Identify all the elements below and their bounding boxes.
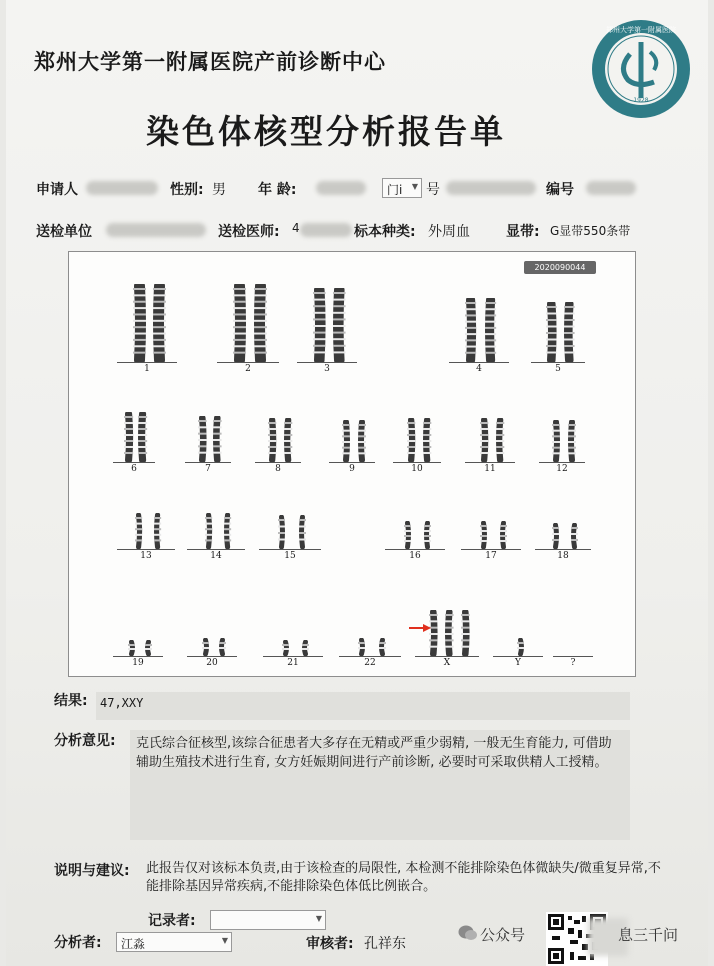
chromosome-pair-1 <box>117 284 177 376</box>
chromosome-5-2 <box>563 302 576 362</box>
chromosome-number-label: Y <box>515 658 521 668</box>
result-label: 结果: <box>54 693 88 709</box>
chromosome-baseline <box>393 462 441 463</box>
chromosome-17-2 <box>499 521 508 549</box>
reviewer-value: 孔祥东 <box>364 936 406 952</box>
chromosome-baseline <box>117 362 177 363</box>
chromosome-pair-2 <box>217 284 279 376</box>
chromosome-baseline <box>117 549 175 550</box>
chromosome-y-1 <box>516 638 525 656</box>
chromosome-pair-21 <box>263 640 323 670</box>
chromosome-16-2 <box>423 521 432 549</box>
chevron-down-icon: ▼ <box>315 914 322 923</box>
report-title: 染色体核型分析报告单 <box>146 112 506 151</box>
specimen-label: 标本种类: <box>354 224 416 240</box>
chromosome-8-2 <box>283 418 293 462</box>
chromosome-number-label: 17 <box>485 551 497 561</box>
chromosome-number-label: 1 <box>144 364 150 374</box>
chromosome-14-1 <box>204 513 213 549</box>
result-value: 47,XXY <box>100 696 144 710</box>
clinic-select-value: 门i <box>387 183 403 197</box>
specimen-value: 外周血 <box>428 224 470 240</box>
opinion-text: 克氏综合征核型,该综合征患者大多存在无精或严重少弱精, 一般无生育能力, 可借助辅助生殖技术进行生育, 女方妊娠期间进行产前诊断, 必要时可采取供精人工授精。 <box>136 736 612 770</box>
chromosome-number-label: 14 <box>210 551 222 561</box>
notes-label: 说明与建议: <box>54 863 130 879</box>
chromosome-pair-8 <box>255 418 301 476</box>
chromosome-3-2 <box>332 288 347 362</box>
number-redacted <box>446 181 536 195</box>
chromosome-22-2 <box>378 638 387 656</box>
chromosome-number-label: 7 <box>205 464 211 474</box>
chromosome-11-1 <box>479 418 489 462</box>
chromosome-baseline <box>415 656 479 657</box>
chromosome-2-1 <box>232 284 247 362</box>
chromosome-12-1 <box>551 420 561 462</box>
chromosome-number-label: 19 <box>132 658 144 668</box>
chromosome-baseline <box>531 362 585 363</box>
chromosome-number-label: 15 <box>284 551 296 561</box>
chromosome-baseline <box>385 549 445 550</box>
chromosome-baseline <box>187 656 237 657</box>
chromosome-number-label: 18 <box>557 551 569 561</box>
chromosome-baseline <box>465 462 515 463</box>
chromosome-pair-14 <box>187 513 245 563</box>
result-field <box>96 692 630 720</box>
chromosome-baseline <box>461 549 521 550</box>
karyogram-panel <box>68 251 636 677</box>
chromosome-number-label: 5 <box>555 364 561 374</box>
notes-text: 此报告仅对该标本负责,由于该检查的局限性, 本检测不能排除染色体微缺失/微重复异常,不能排除基因异常疾病,不能排除染色体低比例嵌合。 <box>146 861 661 894</box>
chromosome-pair-22 <box>339 638 401 670</box>
chromosome-3-1 <box>312 288 327 362</box>
unit-label: 送检单位 <box>36 224 92 240</box>
applicant-redacted <box>86 181 158 195</box>
chevron-down-icon: ▼ <box>221 936 228 945</box>
chromosome-pair-6 <box>113 412 155 476</box>
sample-id-badge: 2020090044 <box>524 261 596 274</box>
chromosome-12-2 <box>567 420 577 462</box>
analyst-value: 江淼 <box>121 937 146 951</box>
chromosome-number-label: 12 <box>556 464 568 474</box>
chromosome-13-2 <box>153 513 162 549</box>
doctor-label: 送检医师: <box>218 224 280 240</box>
chevron-down-icon: ▼ <box>411 182 418 191</box>
chromosome-baseline <box>339 656 401 657</box>
chromosome-number-label: X <box>443 658 451 668</box>
chromosome-19-2 <box>144 640 153 656</box>
chromosome-pair-x <box>415 610 479 670</box>
sex-label: 性别: <box>170 182 204 198</box>
chromosome-number-label: 6 <box>131 464 137 474</box>
report-paper <box>6 0 708 966</box>
chromosome-number-label: ? <box>570 658 576 668</box>
recorder-select[interactable] <box>210 910 326 930</box>
chromosome-baseline <box>329 462 375 463</box>
analyst-select[interactable] <box>116 932 232 952</box>
chromosome-10-1 <box>406 418 416 462</box>
chromosome-number-label: 16 <box>409 551 421 561</box>
chromosome-16-1 <box>403 521 412 549</box>
chromosome-11-2 <box>495 418 505 462</box>
chromosome-6-2 <box>137 412 148 462</box>
chromosome-13-1 <box>134 513 143 549</box>
svg-text:郑州大学第一附属医院: 郑州大学第一附属医院 <box>606 26 676 34</box>
chromosome-1-2 <box>152 284 167 362</box>
chromosome-pair-5 <box>531 302 585 376</box>
chromosome-baseline <box>553 656 593 657</box>
chromosome-18-2 <box>570 523 579 549</box>
serial-redacted <box>586 181 636 195</box>
chromosome-20-1 <box>201 638 210 656</box>
clinic-select[interactable] <box>382 178 422 198</box>
watermark-tail: 息三千问 <box>618 926 679 944</box>
unit-redacted <box>106 223 206 237</box>
chromosome-19-1 <box>127 640 136 656</box>
age-redacted <box>316 181 366 195</box>
chromosome-2-2 <box>253 284 268 362</box>
doctor-redacted <box>300 223 352 237</box>
age-label: 年 龄: <box>258 182 297 198</box>
doctor-prefix: 4 <box>292 221 300 235</box>
chromosome-baseline <box>217 362 279 363</box>
chromosome-x-1 <box>428 610 439 656</box>
arrow-icon <box>409 623 431 633</box>
chromosome-pair-4 <box>449 298 509 376</box>
chromosome-baseline <box>187 549 245 550</box>
chromosome-baseline <box>113 656 163 657</box>
chromosome-baseline <box>449 362 509 363</box>
chromosome-baseline <box>539 462 585 463</box>
chromosome-number-label: 10 <box>411 464 423 474</box>
chromosome-pair-20 <box>187 638 237 670</box>
chromosome-22-1 <box>357 638 366 656</box>
chromosome-7-1 <box>197 416 208 462</box>
chromosome-pair-16 <box>385 521 445 563</box>
serial-label: 编号 <box>546 182 574 198</box>
chromosome-baseline <box>263 656 323 657</box>
chromosome-baseline <box>255 462 301 463</box>
chromosome-pair-unknown <box>553 656 593 670</box>
chromosome-17-1 <box>479 521 488 549</box>
chromosome-baseline <box>297 362 357 363</box>
chromosome-baseline <box>535 549 591 550</box>
chromosome-18-1 <box>551 523 560 549</box>
opinion-field <box>130 730 630 840</box>
chromosome-21-1 <box>281 640 290 656</box>
chromosome-number-label: 2 <box>245 364 251 374</box>
chromosome-number-label: 4 <box>476 364 482 374</box>
chromosome-pair-18 <box>535 523 591 563</box>
chromosome-15-1 <box>277 515 286 549</box>
chromosome-number-label: 22 <box>364 658 376 668</box>
chromosome-number-label: 3 <box>324 364 330 374</box>
number-label: 号 <box>426 182 440 198</box>
chromosome-5-1 <box>545 302 558 362</box>
reviewer-label: 审核者: <box>306 936 354 952</box>
chromosome-pair-15 <box>259 515 321 563</box>
chromosome-8-1 <box>267 418 277 462</box>
applicant-label: 申请人 <box>36 182 78 198</box>
chromosome-pair-y <box>493 638 543 670</box>
chromosome-pair-7 <box>185 416 231 476</box>
chromosome-pair-11 <box>465 418 515 476</box>
chromosome-pair-13 <box>117 513 175 563</box>
chromosome-baseline <box>113 462 155 463</box>
chromosome-4-1 <box>464 298 477 362</box>
sex-value: 男 <box>212 182 226 198</box>
chromosome-pair-12 <box>539 420 585 476</box>
chromosome-baseline <box>493 656 543 657</box>
chromosome-baseline <box>185 462 231 463</box>
chromosome-21-2 <box>301 640 310 656</box>
chromosome-4-2 <box>484 298 497 362</box>
hospital-name: 郑州大学第一附属医院产前诊断中心 <box>34 49 386 74</box>
banding-label: 显带: <box>506 224 540 240</box>
opinion-label: 分析意见: <box>54 733 116 749</box>
chromosome-number-label: 8 <box>275 464 281 474</box>
chromosome-pair-19 <box>113 640 163 670</box>
svg-text:1928: 1928 <box>633 97 649 104</box>
chromosome-9-2 <box>357 420 367 462</box>
chromosome-pair-10 <box>393 418 441 476</box>
chromosome-number-label: 20 <box>206 658 218 668</box>
chromosome-15-2 <box>298 515 307 549</box>
chromosome-x-3 <box>460 610 471 656</box>
chromosome-6-1 <box>123 412 134 462</box>
chromosome-number-label: 9 <box>349 464 355 474</box>
chromosome-number-label: 13 <box>140 551 152 561</box>
wechat-icon <box>458 924 478 942</box>
watermark-text: 公众号 <box>480 926 526 944</box>
chromosome-x-2 <box>444 610 455 656</box>
chromosome-10-2 <box>422 418 432 462</box>
banding-value: G显带550条带 <box>550 224 631 238</box>
chromosome-9-1 <box>341 420 351 462</box>
chromosome-1-1 <box>132 284 147 362</box>
hospital-logo <box>590 18 692 120</box>
recorder-label: 记录者: <box>148 913 196 929</box>
analyst-label: 分析者: <box>54 935 102 951</box>
chromosome-number-label: 21 <box>287 658 299 668</box>
chromosome-pair-3 <box>297 288 357 376</box>
chromosome-number-label: 11 <box>484 464 496 474</box>
chromosome-pair-9 <box>329 420 375 476</box>
chromosome-pair-17 <box>461 521 521 563</box>
chromosome-20-2 <box>218 638 227 656</box>
chromosome-7-2 <box>212 416 223 462</box>
chromosome-baseline <box>259 549 321 550</box>
chromosome-14-2 <box>223 513 232 549</box>
